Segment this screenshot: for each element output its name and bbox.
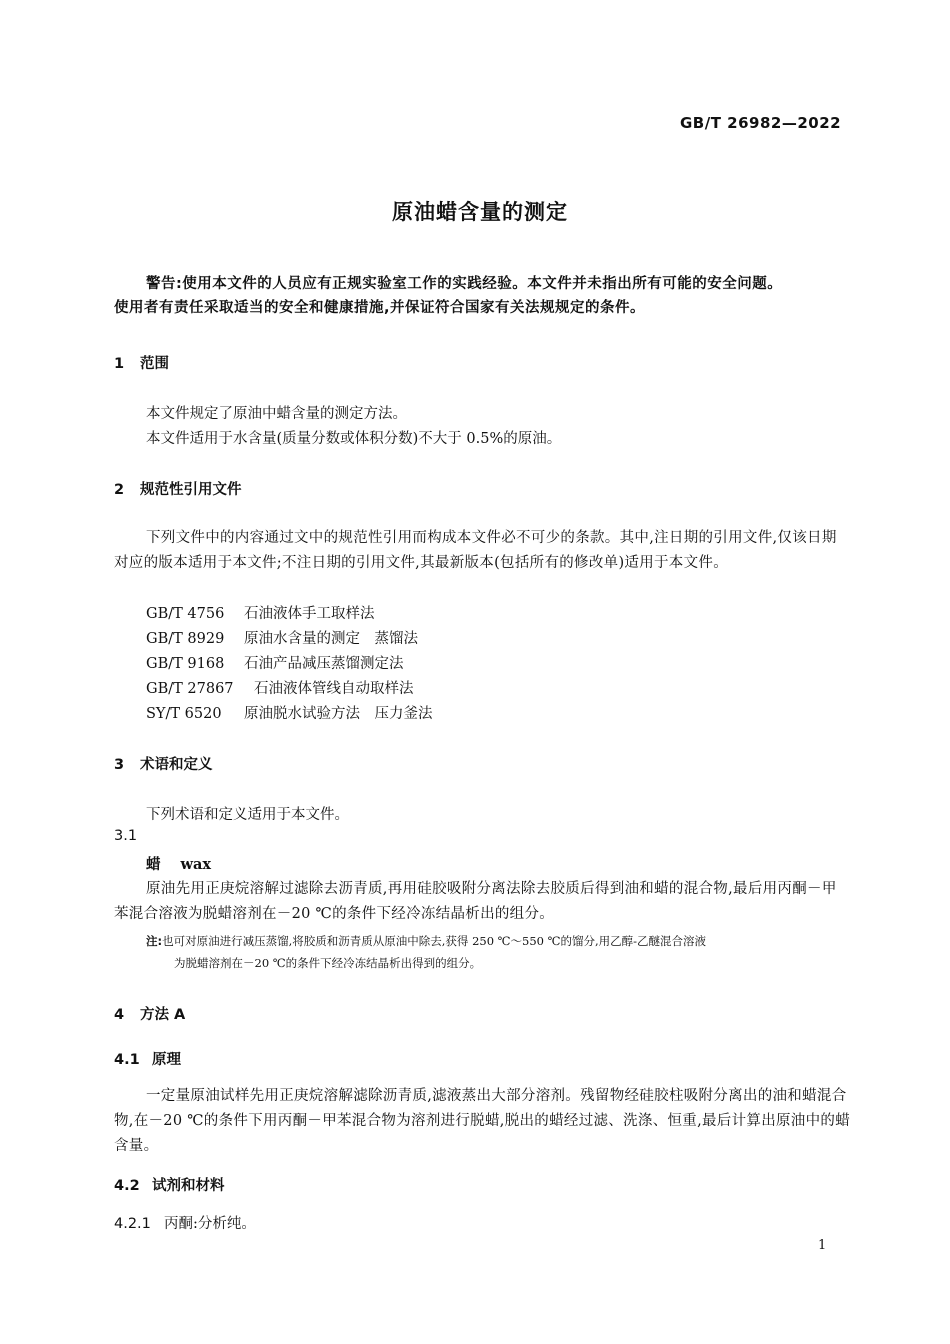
reference-item	[146, 652, 404, 673]
section-4-2-heading	[114, 1174, 225, 1195]
standard-number: GB/T 26982—2022	[680, 114, 842, 132]
section-1-heading	[114, 352, 169, 373]
section-4-2-1	[114, 1212, 256, 1233]
term-entry	[146, 853, 211, 874]
section-title: 范围	[140, 356, 169, 372]
reference-item	[146, 602, 375, 623]
section-number: 4.1	[114, 1052, 140, 1068]
term-number: 3.1	[114, 828, 138, 844]
note-line-2: 为脱蜡溶剂在－20 ℃的条件下经冷冻结晶析出得到的组分。	[174, 956, 482, 970]
item-text: 丙酮:分析纯。	[164, 1216, 256, 1232]
reference-code: GB/T 27867	[146, 681, 234, 697]
section-4-heading	[114, 1003, 185, 1024]
reference-item	[146, 627, 418, 648]
section-number: 1	[114, 356, 125, 372]
scope-text-1: 本文件规定了原油中蜡含量的测定方法。	[146, 406, 407, 422]
warning-line-2: 使用者有责任采取适当的安全和健康措施,并保证符合国家有关法规规定的条件。	[114, 300, 646, 316]
reference-title: 石油产品减压蒸馏测定法	[244, 656, 404, 672]
section-2-heading	[114, 478, 242, 499]
section-number: 4.2.1	[114, 1216, 151, 1232]
section-title: 术语和定义	[140, 757, 213, 773]
term-note	[146, 930, 852, 974]
section-title: 方法 A	[140, 1007, 186, 1023]
section-4-1-heading	[114, 1048, 181, 1069]
section-3-heading	[114, 753, 213, 774]
normative-refs-text: 下列文件中的内容通过文中的规范性引用而构成本文件必不可少的条款。其中,注日期的引用文件,仅该日期对应的版本适用于本文件;不注日期的引用文件,其最新版本(包括所有的修改单)适用于本文件。	[114, 530, 837, 571]
note-line-1: 也可对原油进行减压蒸馏,将胶质和沥青质从原油中除去,获得 250 ℃～550 ℃的馏分,用乙醇-乙醚混合溶液	[162, 934, 707, 948]
reference-title: 原油脱水试验方法 压力釜法	[244, 706, 433, 722]
section-number: 2	[114, 482, 125, 498]
term-definition: 原油先用正庚烷溶解过滤除去沥青质,再用硅胶吸附分离法除去胶质后得到油和蜡的混合物,最后用丙酮－甲苯混合溶液为脱蜡溶剂在－20 ℃的条件下经冷冻结晶析出的组分。	[114, 881, 837, 922]
section-title: 原理	[152, 1052, 181, 1068]
reference-code: GB/T 8929	[146, 631, 225, 647]
page-title: 原油蜡含量的测定	[392, 200, 568, 224]
reference-code: GB/T 9168	[146, 656, 225, 672]
terms-intro-text: 下列术语和定义适用于本文件。	[146, 807, 349, 823]
section-number: 4	[114, 1007, 125, 1023]
scope-text-2: 本文件适用于水含量(质量分数或体积分数)不大于 0.5%的原油。	[146, 431, 562, 447]
reference-title: 石油液体管线自动取样法	[254, 681, 414, 697]
section-title: 试剂和材料	[152, 1178, 225, 1194]
reference-title: 原油水含量的测定 蒸馏法	[244, 631, 418, 647]
reference-item	[146, 702, 433, 723]
warning-block	[114, 272, 854, 320]
warning-line-1: 警告:使用本文件的人员应有正规实验室工作的实践经验。本文件并未指出所有可能的安全问题。	[146, 276, 783, 292]
section-number: 3	[114, 757, 125, 773]
section-title: 规范性引用文件	[140, 482, 242, 498]
principle-text: 一定量原油试样先用正庚烷溶解滤除沥青质,滤液蒸出大部分溶剂。残留物经硅胶柱吸附分离出的油和蜡混合物,在－20 ℃的条件下用丙酮－甲苯混合物为溶剂进行脱蜡,脱出的蜡经过滤、洗涤、恒重,最后计算出原油中的蜡含量。	[114, 1088, 851, 1154]
reference-code: SY/T 6520	[146, 706, 222, 722]
note-label: 注:	[146, 934, 163, 948]
reference-title: 石油液体手工取样法	[244, 606, 375, 622]
reference-item	[146, 677, 414, 698]
page-number: 1	[818, 1238, 827, 1253]
term-english: wax	[180, 856, 212, 873]
term-chinese: 蜡	[146, 857, 161, 873]
section-number: 4.2	[114, 1178, 140, 1194]
reference-code: GB/T 4756	[146, 606, 225, 622]
